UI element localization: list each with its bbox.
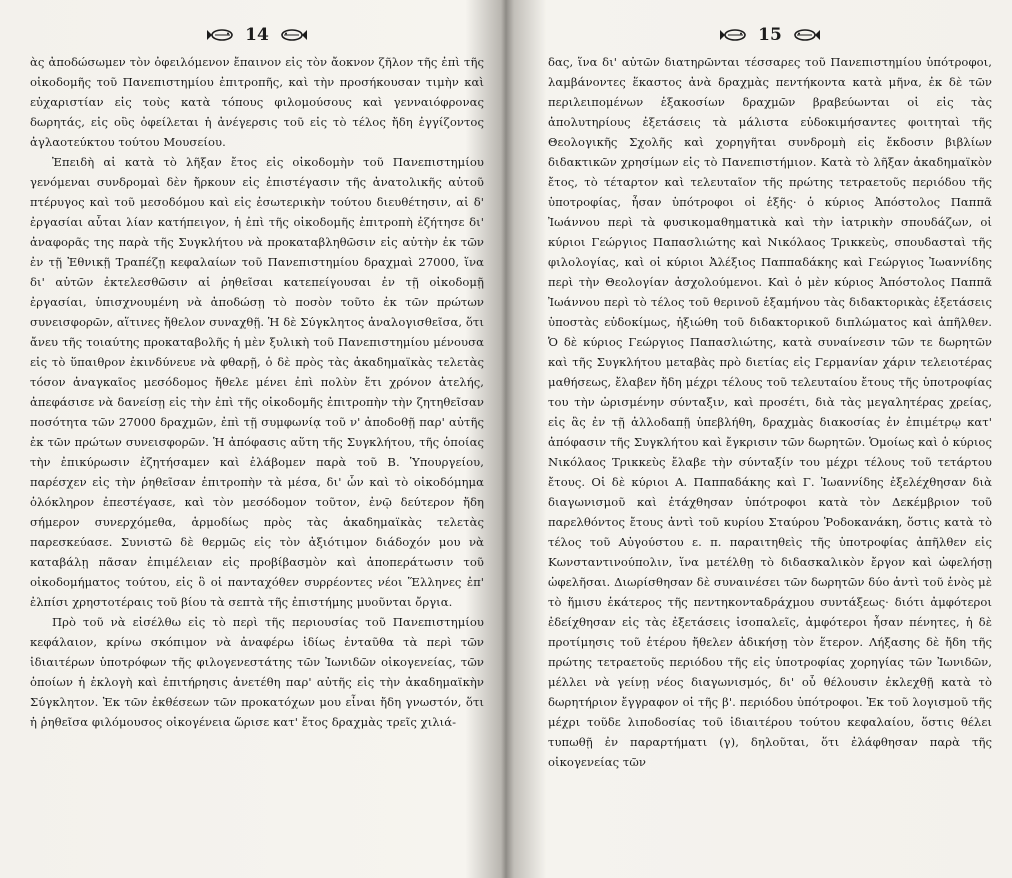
left-page <box>0 0 500 878</box>
page-number: 15 <box>758 25 782 45</box>
right-page-header <box>548 20 992 50</box>
fish-ornament-icon <box>792 28 820 42</box>
right-page-body <box>548 52 992 772</box>
fish-ornament-icon <box>720 28 748 42</box>
fish-ornament-icon <box>279 28 307 42</box>
paragraph: Ἐπειδὴ αἱ κατὰ τὸ λῆξαν ἔτος εἰς οἰκοδομὴν τοῦ Πανεπιστημίου γενόμεναι συνδρομαὶ δὲν ἤρκουν εἰς ἐπιστέγασιν τῆς ἀνατολικῆς αὐτοῦ πτέρυγος καὶ τοῦ μεσοδόμου καὶ εἰς ἐσωτερικὴν τούτου διευθέτησιν, αἱ δ' ἐργασίαι αὗται λίαν κατήπειγον, ἡ ἐπὶ τῆς οἰκοδομῆς ἐπιτροπὴ ἐζήτησε δι' ἀναφορᾶς της παρὰ τῆς Συγκλήτου νὰ προκαταβληθῶσιν εἰς αὐτὴν ἐκ τῶν ἐν τῇ Ἐθνικῇ Τραπέζῃ κεφαλαίων τοῦ Πανεπιστημίου δραχμαὶ 27000, ἵνα δι' αὐτῶν ἐκτελεσθῶσιν αἱ ῥηθεῖσαι κατεπείγουσαι ἐν τῇ οἰκοδομῇ ἐργασίαι, ὑπισχνουμένη νὰ ἀποδώσῃ τὸ ποσὸν τοῦτο ἐκ τῶν πρώτων συνεισφορῶν, αἵτινες ἤθελον συναχθῇ. Ἡ δὲ Σύγκλητος ἀναλογισθεῖσα, ὅτι ἄνευ τῆς τοιαύτης προκαταβολῆς ἡ μὲν ξυλικὴ τοῦ Πανεπιστημίου μένουσα εἰς τὸ ὕπαιθρον ἐκινδύνευε νὰ φθαρῇ, ὁ δὲ πρὸς τὰς ἀκαδημαϊκὰς τελετὰς τόσον ἀναγκαῖος μεσόδομος ἤθελε μένει ἐπὶ πολὺν ἔτι χρόνον ἀτελής, ἀπεφάσισε νὰ δανείσῃ εἰς τὴν ἐπὶ τῆς οἰκοδομῆς ἐπιτροπὴν τὴν ζητηθεῖσαν ποσότητα τῶν 27000 δραχμῶν, ἐπὶ τῇ συμφωνίᾳ τοῦ ν' ἀποδοθῇ παρ' αὐτῆς ἐκ τῶν πρώτων συνεισφορῶν. Ἡ ἀπόφασις αὕτη τῆς Συγκλήτου, τῆς ὁποίας τὴν ἐπικύρωσιν ἐζητήσαμεν καὶ ἐλάβομεν παρὰ τοῦ Β. Ὑπουργείου, παρέσχεν εἰς τὴν ῥηθεῖσαν ἐπιτροπὴν τὰ μέσα, δι' ὧν καὶ τὸ οἰκοδόμημα ὁλόκληρον ἐπεστέγασε, καὶ τὸν μεσόδομον τοῦτον, ἐνῷ δεύτερον ἤδη σήμερον συνερχόμεθα, ἁρμοδίως πρὸς τὰς ἀκαδημαϊκὰς τελετὰς παρεσκεύασε. Συνιστῶ δὲ θερμῶς εἰς τὸν ἀξιότιμον διάδοχόν μου νὰ καταβάλῃ πᾶσαν ἐπιμέλειαν εἰς προβίβασμὸν καὶ ἀποπεράτωσιν τοῦ οἰκοδομήματος τούτου, εἰς ὃ οἱ πανταχόθεν συρρέοντες νέοι Ἕλληνες ἐπ' ἐλπίσι χρηστοτέραις τοῦ βίου τὰ σεπτὰ τῆς ἐπιστήμης μυοῦνται ὄργια. <box>30 155 484 609</box>
page-number: 14 <box>245 25 269 45</box>
right-page <box>500 0 1012 878</box>
left-page-body <box>30 52 484 732</box>
paragraph: δας, ἵνα δι' αὐτῶν διατηρῶνται τέσσαρες τοῦ Πανεπιστημίου ὑπότροφοι, λαμβάνοντες ἕκαστος ἀνὰ δραχμὰς πεντήκοντα κατὰ μῆνα, ἐκ δὲ τῶν περιλειπομένων ἑξακοσίων δραχμῶν βραβεύωνται οἱ εἰς τὰς ἀπολυτηρίους ἐξετάσεις τὰ μάλιστα εὐδοκιμήσαντες φοιτηταὶ τῆς Θεολογικῆς Σχολῆς καὶ χορηγῆται συνδρομὴ εἰς ἔκδοσιν βιβλίων διδακτικῶν χρησίμων εἰς τὸ Πανεπιστήμιον. Κατὰ τὸ λῆξαν ἀκαδημαϊκὸν ἔτος, τὸ τέταρτον καὶ τελευταῖον τῆς πρώτης τετραετοῦς περιόδου τῆς ὑποτροφίας, ἦσαν ὑπότροφοι οἱ ἑξῆς· ὁ κύριος Ἀπόστολος Παππᾶ Ἰωάννου περὶ τὰ φυσικομαθηματικὰ καὶ τὴν ἰατρικὴν σπουδάζων, οἱ κύριοι Γεώργιος Παπασλιώτης καὶ Νικόλαος Τρικκεὺς, σπουδασταὶ τῆς φιλολογίας, καὶ οἱ κύριοι Ἀλέξιος Παππαδάκης καὶ Γεώργιος Ἰωαννίδης περὶ τὴν Θεολογίαν ἀσχολούμενοι. Καὶ ὁ μὲν κύριος Ἀπόστολος Παππᾶ Ἰωάννου περὶ τὸ τέλος τοῦ θερινοῦ ἑξαμήνου τὰς διδακτορικὰς ἐξετάσεις ὑποστὰς εὐδοκίμως, ἠξιώθη τοῦ διδακτορικοῦ διπλώματος καὶ ἀπῆλθεν. Ὁ δὲ κύριος Γεώργιος Παπασλιώτης, κατὰ συναίνεσιν τῶν τε δωρητῶν καὶ τῆς Συγκλήτου μεταβὰς πρὸ διετίας εἰς Γερμανίαν χάριν τελειοτέρας μαθήσεως, ἔλαβεν ἤδη μέχρι τέλους τοῦ τελευταίου ἔτους τῆς ὑποτροφίας του τὴν ὡρισμένην σύνταξιν, καὶ προσέτι, διὰ τὰς μεγαλητέρας χρείας, εἰς ἃς ἐν τῇ ἀλλοδαπῇ ὑπεβλήθη, δραχμὰς διακοσίας ἐν ἐπιμέτρῳ κατ' ἀπόφασιν τῆς Συγκλήτου καὶ ἔγκρισιν τῶν δωρητῶν. Ὁμοίως καὶ ὁ κύριος Νικόλαος Τρικκεὺς ἔλαβε τὴν σύνταξίν του μέχρι τέλους τοῦ τετάρτου ἔτους. Οἱ δὲ κύριοι Α. Παππαδάκης καὶ Γ. Ἰωαννίδης ἐξελέχθησαν διὰ διαγωνισμοῦ καὶ ἐτάχθησαν ὑπότροφοι κατὰ τὸν Δεκέμβριον τοῦ παρελθόντος ἔτους ἀντὶ τοῦ κυρίου Σταύρου Ῥοδοκανάκη, ὅστις κατὰ τὸ τέλος τοῦ Αὐγούστου ε. π. παραιτηθεὶς τῆς ὑποτροφίας ἀπῆλθεν εἰς Κωνσταντινούπολιν, ἵνα μετέλθῃ τὸ διδασκαλικὸν ἔργον καὶ ὠφελήσῃ ὠφελῆσαι. Διωρίσθησαν δὲ συναινέσει τῶν δωρητῶν δύο ἀντὶ τοῦ ἑνὸς μὲ τὸ ἥμισυ ἑκάτερος τῆς πεντηκονταδράχμου συντάξεως· διότι ἀμφότεροι ἐδείχθησαν εἰς τὰς ἐξετάσεις ἰσοπαλεῖς, ἀμφότεροι ἦσαν πένητες, ἡ δὲ προτίμησις τοῦ ἑτέρου ἤθελεν ἀδικήσῃ τὸν ἕτερον. Λήξασης δὲ ἤδη τῆς πρώτης τετραετοῦς περιόδου τῆς εἰς ὑποτροφίας χορηγίας τῶν Ἰωνιδῶν, μέλλει νὰ γείνῃ νέος διαγωνισμός, δι' οὗ θέλουσιν ἐκλεχθῇ κατὰ τὸ δωρητήριον ἔγγραφον οἱ τῆς β'. περιόδου ὑπότροφοι. Ἐκ τοῦ λογισμοῦ τῆς μέχρι τοῦδε λιποδοσίας τοῦ ἰδιαιτέρου τούτου κεφαλαίου, ὅστις θέλει τυπωθῇ ἐν παραρτήματι (γ), δηλοῦται, ὅτι ἐλάφθησαν παρὰ τῆς οἰκογενείας τῶν <box>548 55 992 769</box>
fish-ornament-icon <box>207 28 235 42</box>
paragraph: Πρὸ τοῦ νὰ εἰσέλθω εἰς τὸ περὶ τῆς περιουσίας τοῦ Πανεπιστημίου κεφάλαιον, κρίνω σκόπιμον νὰ ἀναφέρω ἰδίως ἐνταῦθα τὰ περὶ τῶν ἰδιαιτέρων ὑποτρόφων τῆς φιλογενεστάτης τῶν Ἰωνιδῶν οἰκογενείας, τῶν ὁποίων ἡ ἐκλογὴ καὶ ἐπιτήρησις ἀνετέθη παρ' αὐτῆς εἰς τὴν ἀκαδημαϊκὴν Σύγκλητον. Ἐκ τῶν ἐκθέσεων τῶν προκατόχων μου εἶναι ἤδη γνωστόν, ὅτι ἡ ῥηθεῖσα φιλόμουσος οἰκογένεια ὥρισε κατ' ἔτος δραχμὰς τρεῖς χιλιά- <box>30 615 484 729</box>
paragraph: ὰς ἀποδώσωμεν τὸν ὀφειλόμενον ἔπαινον εἰς τὸν ἄοκνον ζῆλον τῆς ἐπὶ τῆς οἰκοδομῆς τοῦ Πανεπιστημίου ἐπιτροπῆς, καὶ τὴν προσήκουσαν τιμὴν καὶ εὐχαριστίαν εἰς τοὺς κατὰ τόπους φιλομούσους καὶ γενναιόφρονας δωρητάς, εἰς οὓς ὀφείλεται ἡ ἀνέγερσις τοῦ εἰς τὸ τέλος ἤδη ἐγγίζοντος ἀγλαοτεύκτου τούτου Μουσείου. <box>30 55 484 149</box>
left-page-header <box>30 20 484 50</box>
